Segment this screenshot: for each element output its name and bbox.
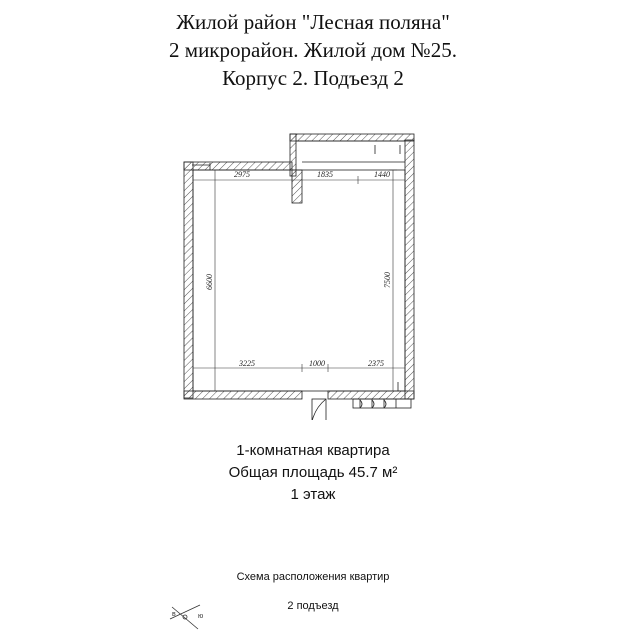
dim-top-left: 2975 <box>234 170 250 179</box>
apartment-area: Общая площадь 45.7 м² <box>228 464 398 481</box>
dim-bottom-mid: 1000 <box>309 359 325 368</box>
wall-balcony-top <box>290 134 414 141</box>
dim-top-right: 1440 <box>374 170 390 179</box>
wall-bottom-left <box>184 391 302 399</box>
dim-left: 6600 <box>205 274 214 290</box>
wall-pier <box>292 170 302 203</box>
apartment-type: 1-комнатная квартира <box>236 442 390 459</box>
section-title: Корпус 2. Подъезд 2 <box>222 66 404 90</box>
entrance-caption: 2 подъезд <box>287 600 339 612</box>
wall-left <box>184 162 193 398</box>
building-title: 2 микрорайон. Жилой дом №25. <box>169 38 457 62</box>
dim-top-mid: 1835 <box>317 170 333 179</box>
dim-bottom-right: 2375 <box>368 359 384 368</box>
dim-bottom-left: 3225 <box>239 359 255 368</box>
complex-title: Жилой район "Лесная поляна" <box>176 10 450 34</box>
compass-label-n: в <box>172 611 176 618</box>
wall-top-left <box>184 162 292 170</box>
entrance-door <box>311 399 326 420</box>
compass-label-e: ю <box>198 613 204 620</box>
wall-right <box>405 140 414 399</box>
wall-bottom-right <box>328 391 414 399</box>
apartment-floor: 1 этаж <box>290 486 336 503</box>
compass-icon <box>160 603 210 631</box>
floor-plan <box>0 120 626 420</box>
dim-right: 7500 <box>383 272 392 288</box>
scheme-caption: Схема расположения квартир <box>236 571 390 583</box>
